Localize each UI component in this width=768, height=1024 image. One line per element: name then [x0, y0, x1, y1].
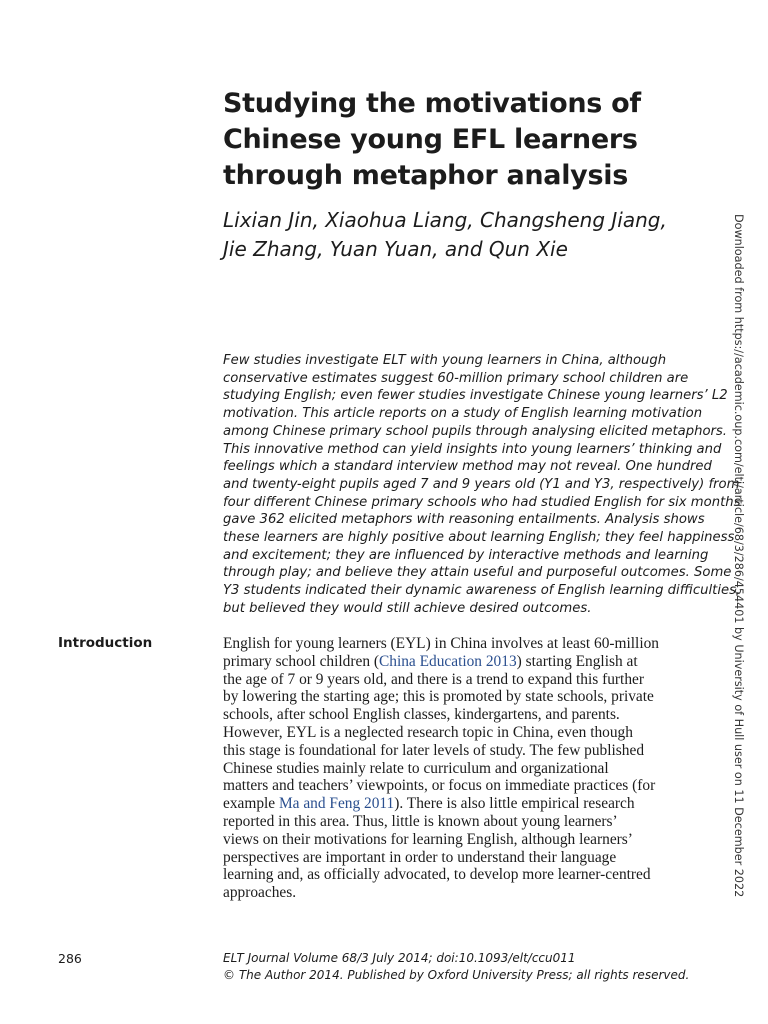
body-line: the age of 7 or 9 years old, and there is a trend to expand this further: [223, 670, 644, 688]
title-line: Studying the motivations of: [223, 88, 641, 119]
title-line: Chinese young EFL learners: [223, 124, 638, 155]
body-line: However, EYL is a neglected research topic in China, even though: [223, 723, 633, 741]
abstract-line: Y3 students indicated their dynamic awareness of English learning difficulties,: [223, 583, 741, 599]
body-line: schools, after school English classes, kindergartens, and parents.: [223, 706, 620, 724]
body-text: primary school children (: [223, 652, 379, 670]
body-line: reported in this area. Thus, little is known about young learners’: [223, 812, 618, 830]
abstract: [223, 352, 741, 618]
body-line: by lowering the starting age; this is promoted by state schools, private: [223, 688, 654, 706]
body-text: ) starting English at: [516, 652, 638, 670]
body-line: [223, 653, 711, 671]
body-line: matters and teachers’ viewpoints, or focus on immediate practices (for: [223, 777, 656, 795]
journal-citation: ELT Journal Volume 68/3 July 2014; doi:10.1093/elt/ccu011: [223, 951, 576, 965]
body-text: example: [223, 795, 279, 813]
author-list: [223, 206, 703, 264]
abstract-line: Few studies investigate ELT with young learners in China, although: [223, 353, 667, 368]
body-line: learning and, as officially advocated, to develop more learner-centred: [223, 866, 651, 884]
abstract-line: gave 362 elicited metaphors with reasoning entailments. Analysis shows: [223, 512, 705, 528]
page-number: 286: [58, 951, 82, 966]
introduction-body: [223, 635, 711, 902]
copyright-notice: © The Author 2014. Published by Oxford University Press; all rights reserved.: [223, 968, 690, 982]
abstract-line: and twenty-eight pupils aged 7 and 9 years old (Y1 and Y3, respectively) from: [223, 476, 740, 492]
article-title: [223, 86, 693, 194]
abstract-line: studying English; even fewer studies investigate Chinese young learners’ L2: [223, 388, 728, 404]
author-line: Jie Zhang, Yuan Yuan, and Qun Xie: [223, 237, 568, 261]
body-text: ). There is also little empirical research: [394, 795, 635, 813]
abstract-line: but believed they would still achieve desired outcomes.: [223, 600, 592, 616]
journal-footer: [223, 950, 689, 984]
author-line: Lixian Jin, Xiaohua Liang, Changsheng Jiang,: [223, 208, 667, 232]
abstract-line: feelings which a standard interview method may not reveal. One hundred: [223, 459, 712, 475]
abstract-line: conservative estimates suggest 60-million primary school children are: [223, 370, 689, 386]
abstract-line: This innovative method can yield insights into young learners’ thinking and: [223, 441, 722, 457]
abstract-line: four different Chinese primary schools who had studied English for six months: [223, 494, 741, 510]
title-line: through metaphor analysis: [223, 160, 628, 191]
body-line: approaches.: [223, 884, 297, 902]
body-line: views on their motivations for learning English, although learners’: [223, 830, 633, 848]
body-line: English for young learners (EYL) in China involves at least 60-million: [223, 635, 659, 652]
section-heading-introduction: Introduction: [58, 635, 153, 651]
body-line: [223, 795, 711, 813]
abstract-line: among Chinese primary school pupils through analysing elicited metaphors.: [223, 423, 727, 439]
body-line: this stage is foundational for later levels of study. The few published: [223, 741, 645, 759]
abstract-line: these learners are highly positive about learning English; they feel happiness: [223, 530, 735, 546]
abstract-line: through play; and believe they attain useful and purposeful outcomes. Some: [223, 565, 732, 581]
abstract-line: and excitement; they are influenced by interactive methods and learning: [223, 547, 709, 563]
body-line: perspectives are important in order to understand their language: [223, 848, 617, 866]
citation-link-china-education[interactable]: China Education 2013: [379, 652, 517, 670]
download-watermark: Downloaded from https://academic.oup.com/eltj/article/68/3/286/454401 by University of Hull user on 11 December 2022: [732, 214, 745, 898]
body-line: Chinese studies mainly relate to curriculum and organizational: [223, 759, 609, 777]
citation-link-ma-and-feng[interactable]: Ma and Feng 2011: [278, 795, 395, 813]
abstract-line: motivation. This article reports on a study of English learning motivation: [223, 406, 703, 422]
